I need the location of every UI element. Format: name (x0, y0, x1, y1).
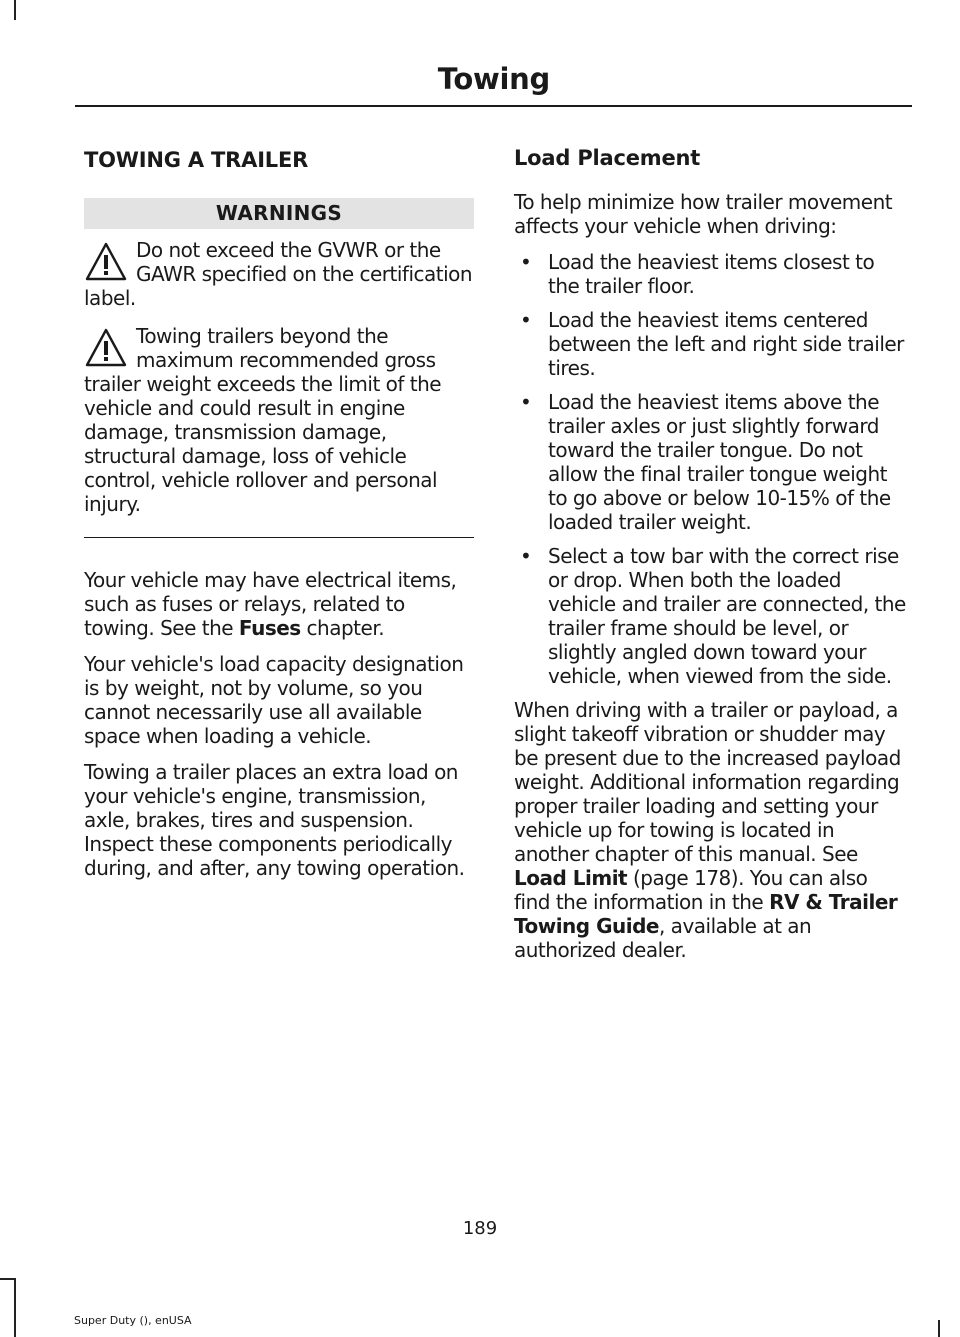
bullet-icon: • (520, 308, 532, 332)
right-column (514, 140, 909, 974)
list-item-text: Load the heaviest items closest to the trailer floor. (548, 250, 875, 298)
body-paragraph (84, 568, 474, 640)
body-paragraph (514, 698, 909, 962)
warnings-heading: WARNINGS (84, 198, 474, 229)
list-item-text: Load the heaviest items above the trailer axles or just slightly forward toward the trailer tongue. Do not allow the final trailer tongue weight to go above or below 10-15% of the loaded trailer weight. (548, 390, 891, 534)
body-paragraph: To help minimize how trailer movement affects your vehicle when driving: (514, 190, 893, 238)
bullet-icon: • (520, 250, 532, 274)
text-run: chapter. (300, 616, 385, 640)
fuses-reference: Fuses (238, 616, 301, 640)
crop-mark-top-left (14, 0, 16, 20)
body-paragraph: Towing a trailer places an extra load on your vehicle's engine, transmission, axle, brakes, tires and suspension. Inspect these components periodically during, and after, any towing operation. (84, 760, 465, 880)
list-item-text: Load the heaviest items centered between the left and right side trailer tires. (548, 308, 904, 380)
list-item (514, 250, 909, 298)
list-item (514, 308, 909, 380)
body-paragraph: Your vehicle's load capacity designation is by weight, not by volume, so you cannot necessarily use all available space when loading a vehicle. (84, 652, 464, 748)
page-number: 189 (462, 1218, 498, 1239)
header-divider (75, 105, 912, 107)
footer-text: Super Duty (), enUSA (74, 1314, 192, 1327)
warning-paragraph (84, 324, 474, 516)
warning-triangle-icon (84, 326, 128, 370)
page-header-title: Towing (437, 62, 550, 96)
section-title: TOWING A TRAILER (84, 148, 309, 172)
list-item (514, 544, 909, 688)
text-run: , available at an authorized dealer. (514, 914, 812, 962)
warnings-divider (84, 537, 474, 538)
crop-mark-bottom-left (14, 1278, 16, 1337)
towing-guide-reference: RV & Trailer Towing Guide (514, 890, 898, 938)
list-item (514, 390, 909, 534)
crop-mark-bottom-right (938, 1320, 940, 1337)
bullet-icon: • (520, 544, 532, 568)
left-column (84, 140, 474, 892)
list-item-text: Select a tow bar with the correct rise or drop. When both the loaded vehicle and trailer are connected, the trailer frame should be level, or slightly angled down toward your vehicle, when viewed from the side. (548, 544, 906, 688)
crop-mark-bottom-left-h (0, 1278, 15, 1280)
warning-paragraph (84, 238, 474, 310)
warning-triangle-icon (84, 240, 128, 284)
text-run: Your vehicle may have electrical items, such as fuses or relays, related to towing. See the (84, 568, 457, 640)
text-run: When driving with a trailer or payload, a slight takeoff vibration or shudder may be present due to the increased payload weight. Additional information regarding proper trailer loading and setting your vehicle up for towing is located in another chapter of this manual. See (514, 698, 901, 866)
bullet-icon: • (520, 390, 532, 414)
warning-text: Do not exceed the GVWR or the GAWR specified on the certification label. (84, 238, 473, 310)
text-run: (page 178). You can also find the information in the (514, 866, 868, 914)
bullet-list (514, 250, 909, 688)
warning-text: Towing trailers beyond the maximum recommended gross trailer weight exceeds the limit of the vehicle and could result in engine damage, transmission damage, structural damage, loss of vehicle control, vehicle rollover and personal injury. (84, 324, 442, 516)
load-limit-reference: Load Limit (514, 866, 628, 890)
subsection-title: Load Placement (514, 146, 701, 170)
